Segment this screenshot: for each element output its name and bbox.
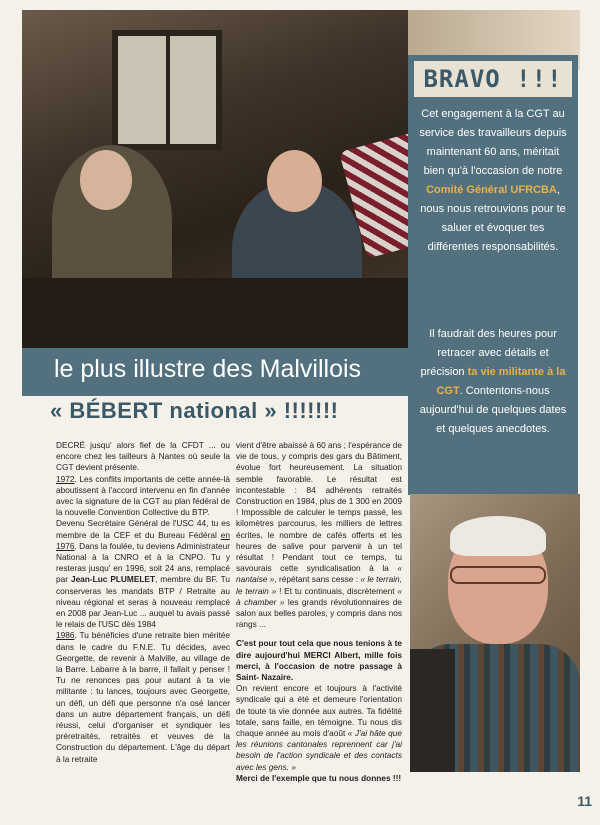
person-center-head bbox=[267, 150, 322, 212]
portrait-hair bbox=[450, 516, 546, 556]
title-band bbox=[22, 348, 408, 396]
portrait-photo bbox=[410, 494, 580, 772]
bravo-text-2: Il faudrait des heures pour retracer avec détails et précision ta vie militante à la CGT. Contentons-nous aujourd'hui de quelques dates et quelques anecdotes. bbox=[419, 328, 567, 435]
hero-photo bbox=[22, 10, 408, 348]
article-column-2: vient d'être abaissé à 60 ans ; l'espérance de vie de tous, y compris des gars du Bâtiment, évolue fort heureusement. La situation semble favorable. Le résultat est incontestable : 84 adhérents retraités Construction en 1984, plus de 1 300 en 2009 ! Impossible de calculer le temps passé, les kilomètres parcourus, les milliers de lettres écrites, le nombre de cafés offerts et les heures de salive pour parvenir à un tel résultat ! Pendant tout ce temps, tu savourais cette syndicalisation à la « nantaise », répétant sans cesse : « le terrain, le terrain » ! Et tu continuais, discrètement « à chamber » les grands révolutionnaires de salon aux belles paroles, y compris dans nos rangs ... C'est pour tout cela que nous tenions à te dire aujourd'hui MERCI Albert, mille fois merci, à l'occasion de notre passage à Saint- Nazaire. On revient encore et toujours à l'activité syndicale qui a été et demeure l'orientation de toute ta vie donnée aux autres. Ta fidélité totale, sans faille, en témoigne. Tu nous dis chaque année au mois d'août « J'ai hâte que les réunions cantonales reprennent car j'ai besoin de l'action syndicale et des contacts avec les gens. » Merci de l'exemple que tu nous donnes !!! bbox=[236, 440, 403, 783]
bravo-title: BRAVO !!! bbox=[414, 61, 572, 97]
table bbox=[22, 278, 408, 348]
band-title: le plus illustre des Malvillois bbox=[54, 355, 362, 383]
bravo-text-1: Cet engagement à la CGT au service des travailleurs depuis maintenant 60 ans, méritait bien qu'à l'occasion de notre Comité Général UFRCBA, nous nous retrouvions pour te saluer et évoquer tes différentes responsabilités. bbox=[419, 108, 567, 253]
bravo-sidebar bbox=[408, 55, 578, 495]
glasses bbox=[450, 566, 546, 584]
article-column-1: DECRÉ jusqu' alors fief de la CFDT ... ou encore chez les tailleurs à Nantes où seule la CGT devient présente. 1972. Les conflits importants de cette année-là aboutissent à l'accord intervenu en fin d'année avec la signature de la CGT au plan fédéral de la nouvelle Convention Collective du BTP. Devenu Secrétaire Général de l'USC 44, tu es membre de la CEF et du Bureau Fédéral en 1976. Dans la foulée, tu deviens Administrateur National à la CNRO et à la CNPO. Tu y resteras jusqu' en 1996, soit 24 ans, remplacé par Jean-Luc PLUMELET, membre du BF. Tu conserveras les mandats BTP / Retraite au niveau régional et seras à nouveau remplacé en 2008 par Jean-Luc ... auquel tu avais passé le relais de l'USC dès 1984 1986. Tu bénéficies d'une retraite bien méritée dans le cadre du F.N.E. Tu décides, avec Georgette, de revenir à Malville, au village de la Barre. Labarre à la barre, il fallait y penser ! Tu ne renonces pas pour autant à ta vie militante : tu lances, toujours avec Georgette, un défi, un défi que personne n'a osé lancer dans un autre département français, un défi réussi, celui d'organiser et syndiquer les préretraités, retraités et veuves de la Construction du département. L'âge du départ à la retraite bbox=[56, 440, 230, 764]
person-left-head bbox=[80, 150, 132, 210]
headline: « BÉBERT national » !!!!!!! bbox=[50, 398, 339, 423]
window bbox=[112, 30, 222, 150]
page-number: 11 bbox=[577, 793, 592, 809]
jacket bbox=[410, 649, 455, 772]
